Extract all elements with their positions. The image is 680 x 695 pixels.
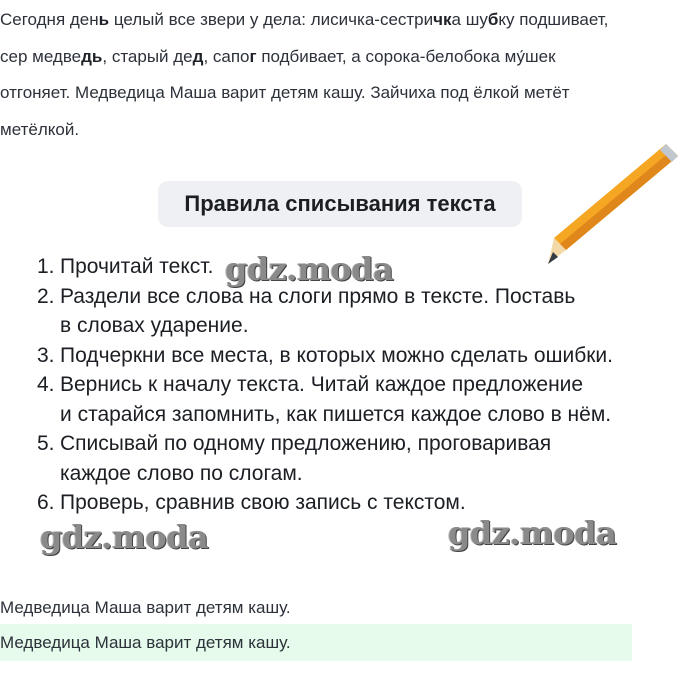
rule-text: и старайся запомнить, как пишется каждое слово в нём.	[60, 402, 612, 426]
text-paragraph: Сегодня день целый все звери у дела: лисичка-сестричка шубку подшивает, сер медведь, старый дед, сапог подбивает, а сорока-белобока му́шек отгоняет. Медведица Маша варит детям кашу. Зайчиха под ёлкой метёт метёлкой.	[0, 10, 609, 139]
rule-text: в словах ударение.	[60, 314, 249, 337]
rule-text: Вернись к началу текста. Читай каждое предложение	[60, 373, 584, 396]
rule-text: Списывай по одному предложению, проговаривая	[60, 432, 552, 455]
rules-heading: Правила списывания текста	[158, 181, 522, 227]
rule-text: Проверь, сравнив свою запись с текстом.	[60, 491, 466, 514]
rule-number: 3.	[37, 343, 55, 367]
rule-number: 2.	[37, 284, 55, 308]
rule-item	[0, 429, 613, 488]
rules-list	[0, 252, 613, 518]
watermark: gdz.moda	[225, 250, 394, 288]
watermark: gdz.moda	[448, 514, 617, 552]
example-sentence: Медведица Маша варит детям кашу.	[0, 598, 291, 617]
watermark: gdz.moda	[40, 518, 209, 556]
rule-item	[0, 282, 613, 341]
rule-text: Подчеркни все места, в которых можно сделать ошибки.	[60, 343, 613, 367]
rule-item	[0, 341, 613, 371]
rule-text: Раздели все слова на слоги прямо в тексте. Поставь	[60, 284, 576, 308]
pencil-icon	[538, 138, 680, 270]
rule-text: каждое слово по слогам.	[60, 461, 303, 485]
rule-number: 5.	[37, 432, 55, 455]
rule-item	[0, 370, 613, 429]
rule-text: Прочитай текст.	[60, 255, 214, 278]
highlighted-sentence: Медведица Маша варит детям кашу.	[0, 624, 632, 661]
rule-number: 6.	[37, 491, 55, 514]
rule-number: 4.	[37, 373, 55, 396]
rule-number: 1.	[37, 255, 55, 278]
